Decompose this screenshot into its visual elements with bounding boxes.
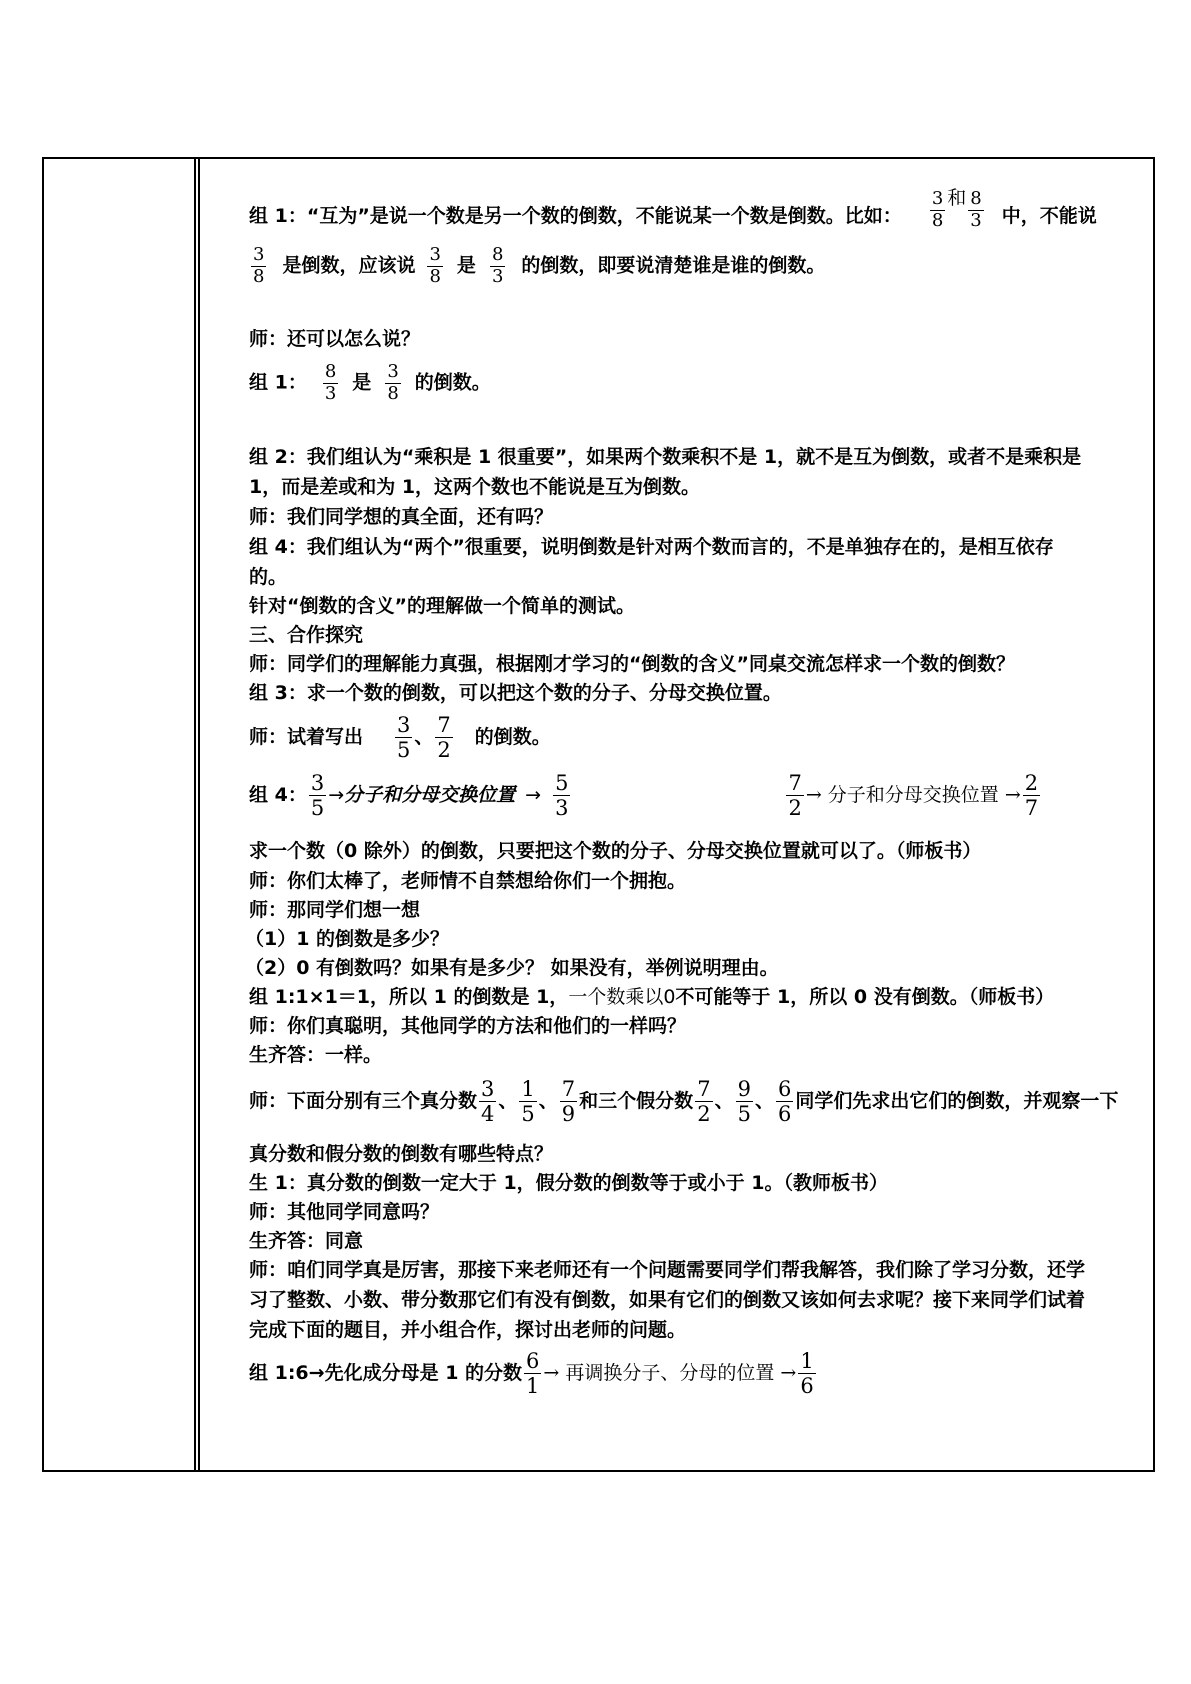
fraction: $\frac{5}{3}$ xyxy=(555,771,569,821)
text-line: 生齐答：一样。 xyxy=(249,1044,383,1066)
text-line: 师：咱们同学真是厉害，那接下来老师还有一个问题需要同学们帮我解答，我们除了学习分数，还学 xyxy=(249,1259,1086,1281)
fraction: $\frac{8}{3}$ xyxy=(970,188,982,231)
fraction: $\frac{7}{2}$ xyxy=(697,1077,711,1127)
text-line: 完成下面的题目，并小组合作，探讨出老师的问题。 xyxy=(249,1319,687,1341)
lesson-table xyxy=(42,157,1155,1472)
text-line: 组 4：我们组认为“两个”很重要，说明倒数是针对两个数而言的，不是单独存在的，是相互依存 xyxy=(249,536,1054,558)
text-line: 师：那同学们想一想 xyxy=(249,899,421,921)
fraction: $\frac{3}{8}$ xyxy=(253,244,265,287)
fraction: $\frac{8}{3}$ xyxy=(491,244,504,287)
fraction: $\frac{3}{8}$ xyxy=(387,361,399,404)
text-line: 习了整数、小数、带分数那它们有没有倒数，如果有它们的倒数又该如何去求呢？接下来同学们试着 xyxy=(249,1289,1086,1311)
column-divider xyxy=(194,159,196,1470)
fraction: $\frac{9}{5}$ xyxy=(737,1077,751,1127)
text-line: 师：我们同学想的真全面，还有吗？ xyxy=(249,506,554,528)
column-divider-inner xyxy=(198,159,200,1470)
fraction: $\frac{1}{5}$ xyxy=(521,1077,535,1127)
text-line: $\frac{3}{8}$ 是倒数，应该说 $\frac{3}{8}$ 是 $\frac{8}{3}$ 的倒数，即要说清楚谁是谁的倒数。 xyxy=(253,244,826,287)
fraction: $\frac{6}{1}$ xyxy=(526,1349,540,1399)
text-line: 组 3：求一个数的倒数，可以把这个数的分子、分母交换位置。 xyxy=(249,682,782,704)
fraction: $\frac{6}{6}$ xyxy=(777,1077,792,1127)
fraction: $\frac{2}{7}$ xyxy=(1024,771,1039,821)
fraction: $\frac{7}{2}$ xyxy=(788,771,802,821)
fraction: $\frac{3}{4}$ xyxy=(481,1077,495,1127)
text-line: 组 2：我们组认为“乘积是 1 很重要”，如果两个数乘积不是 1，就不是互为倒数，或者不是乘积是 xyxy=(249,446,1082,468)
text-line: 组 1：“互为”是说一个数是另一个数的倒数，不能说某一个数是倒数。比如： $\frac{3}{8}$ 和 $\frac{8}{3}$ 中，不能说 xyxy=(249,187,1097,231)
text-line: 师：试着写出 $\frac{3}{5}$ 、 $\frac{7}{2}$ 的倒数。 xyxy=(249,713,551,763)
section-heading: 三、合作探究 xyxy=(249,624,364,646)
fraction: $\frac{3}{8}$ xyxy=(429,244,441,287)
text-line: 师：还可以怎么说？ xyxy=(249,328,421,350)
text-line: 组 4： $\frac{3}{5}$ →分子和分母交换位置 → $\frac{5}{3}$ $\frac{7}{2}$ → 分子和分母交换位置 → $\frac{2}{7}$ xyxy=(249,771,1039,821)
text-line: 生 1：真分数的倒数一定大于 1，假分数的倒数等于或小于 1。（教师板书） xyxy=(249,1172,889,1194)
text-line: 师：你们太棒了，老师情不自禁想给你们一个拥抱。 xyxy=(249,870,687,892)
fraction: $\frac{3}{8}$ xyxy=(931,188,944,231)
fraction: $\frac{3}{5}$ xyxy=(397,713,411,763)
text-line: 针对“倒数的含义”的理解做一个简单的测试。 xyxy=(249,595,635,617)
text-line: （1）1 的倒数是多少？ xyxy=(245,928,450,950)
text-line: 组 1： $\frac{8}{3}$ 是 $\frac{3}{8}$ 的倒数。 xyxy=(249,361,491,404)
fraction: $\frac{8}{3}$ xyxy=(324,361,337,404)
text-line: 师：下面分别有三个真分数 $\frac{3}{4}$ 、 $\frac{1}{5}$ 、 $\frac{7}{9}$ 和三个假分数 $\frac{7}{2}$ 、 $\frac{9}{5}$ 、 $\frac{6}{6}$ 同学们先求出它们的倒数，并观察一下 xyxy=(249,1077,1119,1127)
text-line: （2）0 有倒数吗？如果有是多少？ 如果没有，举例说明理由。 xyxy=(245,957,779,979)
text-line: 求一个数（0 除外）的倒数，只要把这个数的分子、分母交换位置就可以了。（师板书） xyxy=(249,840,982,862)
text-line: 的。 xyxy=(249,566,288,588)
fraction: $\frac{7}{2}$ xyxy=(437,713,451,763)
fraction: $\frac{7}{9}$ xyxy=(561,1077,576,1127)
text-line: 师：你们真聪明，其他同学的方法和他们的一样吗？ xyxy=(249,1015,687,1037)
content-cell xyxy=(201,159,1153,1470)
text-line: 师：同学们的理解能力真强，根据刚才学习的“倒数的含义”同桌交流怎样求一个数的倒数？ xyxy=(249,653,1015,675)
fraction: $\frac{3}{5}$ xyxy=(310,771,325,821)
text-line: 组 1:6→先化成分母是 1 的分数 $\frac{6}{1}$ → 再调换分子、分母的位置 → $\frac{1}{6}$ xyxy=(249,1349,814,1399)
text-line: 组 1:1×1＝1，所以 1 的倒数是 1，一个数乘以0不可能等于 1，所以 0 没有倒数。（师板书） xyxy=(249,986,1055,1008)
text-line: 师：其他同学同意吗？ xyxy=(249,1201,440,1223)
text-line: 1，而是差或和为 1，这两个数也不能说是互为倒数。 xyxy=(249,476,701,498)
text-line: 生齐答：同意 xyxy=(249,1230,364,1252)
fraction: $\frac{1}{6}$ xyxy=(800,1349,814,1399)
text-line: 真分数和假分数的倒数有哪些特点？ xyxy=(249,1143,554,1165)
